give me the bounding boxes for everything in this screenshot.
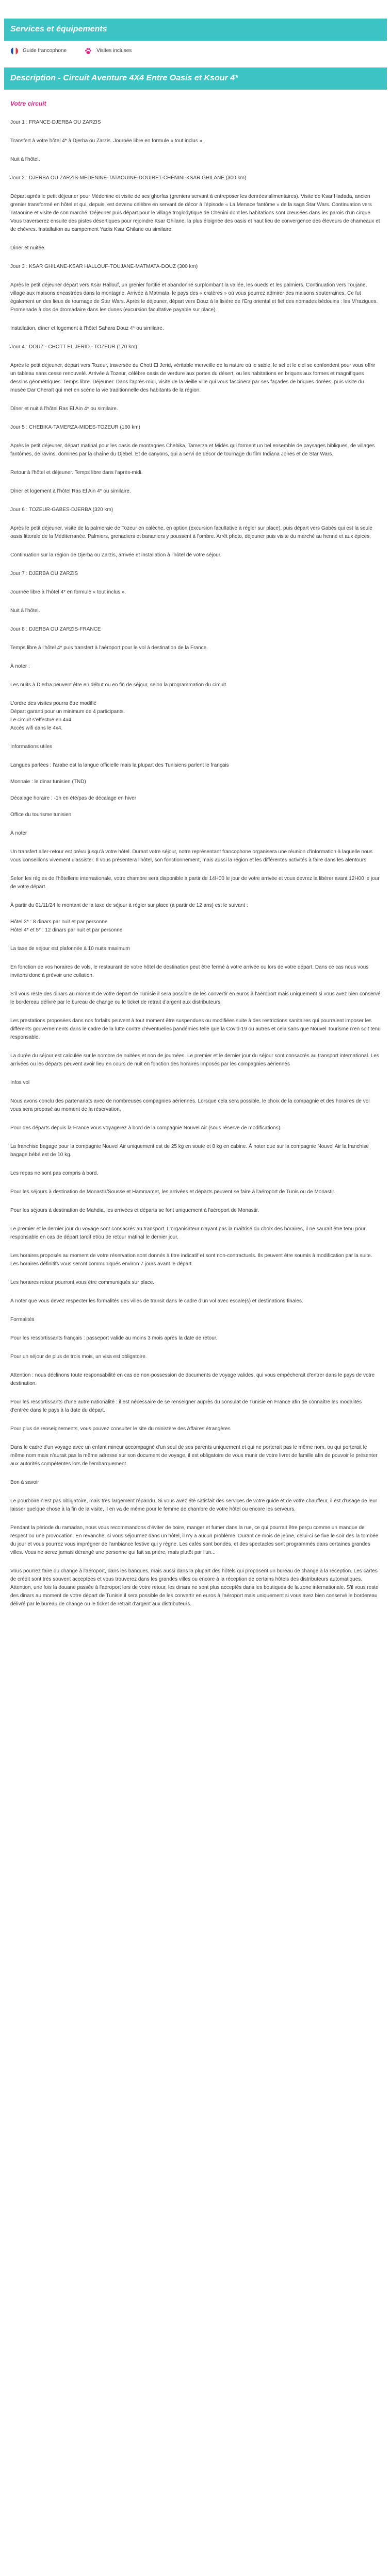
description-paragraph: Selon les règles de l'hôtellerie internationale, votre chambre sera disponible à partir de 14H00 le jour de votre arrivée et vous devrez la libérer avant 12H00 le jour de votre départ.	[10, 876, 380, 890]
description-paragraph: Jour 8 : DJERBA OU ZARZIS-FRANCE	[10, 626, 101, 633]
description-paragraph: Pour des départs depuis la France vous voyagerez à bord de la compagnie Nouvel Air (sous réserve de modifications).	[10, 1125, 282, 1131]
description-paragraph: Journée libre à l'hôtel 4* en formule « tout inclus ».	[10, 589, 126, 596]
paw-icon	[84, 47, 92, 55]
description-paragraph: En fonction de vos horaires de vols, le restaurant de votre hôtel de destination peut être fermé à votre arrivée ou lors de votre départ. Dans ce cas nous vous invitons donc à prévoir une collation.	[10, 964, 369, 979]
description-paragraph: Langues parlées : l'arabe est la langue officielle mais la plupart des Tunisiens parlent le français Monnaie : le dinar tunisien (TND) Décalage horaire : -1h en été/pas de décalage en hiver Office du tourisme tunisien	[10, 762, 229, 818]
description-paragraph: Après le petit déjeuner départ vers Ksar Hallouf, un grenier fortifié et abandonné surplombant la vallée, les oueds et les palmiers. Continuation vers Toujane, village aux maisons encastrées dans la montagne. Arrivée à Matmata, le pays des « cratères » où vous pourrez admirer des maisons souterraines. Ce fut également un des lieux de tournage de Star Wars. Après le déjeuner, départ vers Douz à la lisière de l'Erg oriental et fief des nomades bédouins : les M'razigues. Promenade à dos de dromadaire dans les dunes (excursion facultative payable sur place).	[10, 282, 378, 313]
description-paragraph: Pour un séjour de plus de trois mois, un visa est obligatoire.	[10, 1354, 147, 1360]
description-banner	[4, 67, 387, 90]
description-paragraph: Formalités	[10, 1317, 35, 1323]
description-paragraph: Pour les séjours à destination de Monastir/Sousse et Hammamet, les arrivées et départs peuvent se faire à l'aéroport de Tunis ou de Monastir.	[10, 1189, 336, 1195]
description-paragraph: Informations utiles	[10, 744, 53, 750]
description-paragraph: Nous avons conclu des partenariats avec de nombreuses compagnies aériennes. Lorsque cela sera possible, le choix de la compagnie et des horaires de vol vous sera proposé au moment de la réservation.	[10, 1098, 370, 1113]
description-paragraph: La taxe de séjour est plafonnée à 10 nuits maximum	[10, 946, 130, 952]
description-paragraph: Jour 7 : DJERBA OU ZARZIS	[10, 571, 78, 577]
service-label-guide: Guide francophone	[23, 48, 67, 54]
description-paragraph: Infos vol	[10, 1080, 30, 1086]
description-paragraph: Dîner et nuitée.	[10, 245, 46, 251]
description-paragraph: L'ordre des visites pourra être modifié Départ garanti pour un minimum de 4 participants. Le circuit s'effectue en 4x4. Accès wifi dans le 4x4.	[10, 701, 125, 732]
services-banner	[4, 19, 387, 41]
description-paragraph: Jour 1 : FRANCE-DJERBA OU ZARZIS	[10, 120, 101, 126]
description-paragraph: À noter :	[10, 664, 30, 670]
description-paragraph: Un transfert aller-retour est prévu jusqu'à votre hôtel. Durant votre séjour, notre représentant francophone organisera une réunion d'information à laquelle nous vous conseillons vivement d'assister. Il vous présentera l'hôtel, son fonctionnement, mais aussi la région et les différentes activités à faire dans les alentours.	[10, 849, 373, 863]
description-paragraph: Pour les ressortissants d'une autre nationalité : il est nécessaire de se renseigner auprès du consulat de Tunisie en France afin de connaître les modalités d'entrée dans le pays à la date du départ.	[10, 1399, 362, 1414]
description-paragraph: Les nuits à Djerba peuvent être en début ou en fin de séjour, selon la programmation du circuit.	[10, 682, 227, 688]
service-item-guide	[10, 47, 67, 55]
description-paragraph: Nuit à l'hôtel.	[10, 157, 40, 163]
description-paragraph: Jour 6 : TOZEUR-GABES-DJERBA (320 km)	[10, 507, 113, 513]
services-list	[0, 41, 391, 62]
description-paragraph: À noter que vous devez respecter les formalités des villes de transit dans le cadre d'un vol avec escale(s) et destinations finales.	[10, 1298, 303, 1304]
description-paragraph: Après le petit déjeuner, départ vers Tozeur, traversée du Chott El Jerid, véritable merveille de la nature où le sable, le sel et le ciel se confondent pour vous offrir un tableau sans cesse renouvelé. Arrivée à Tozeur, célèbre oasis de verdure aux portes du désert, ou les habitations en briques aux formes et magnifiques dessins géométriques. Temps libre. Déjeuner. Dans l'après-midi, visite de la vieille ville qui vous fascinera par ses façades de briques dorées, puis visite du musée Dar Cheraït qui met en scène la vie traditionnelle des habitants de la région.	[10, 363, 376, 394]
description-paragraph: Départ après le petit déjeuner pour Médenine et visite de ses ghorfas (greniers servant à entreposer les denrées alimentaires). Visite de Ksar Hadada, ancien grenier transformé en hôtel et qui, depuis, est devenu célèbre en servant de décor à l'épisode « La Menace fantôme » de la saga Star Wars. Continuation vers Tataouine et visite de son marché. Déjeuner puis départ pour le village troglodytique de Chenini dont les habitations sont creusées dans les parois d'un cirque. Vous traverserez ensuite des pistes désertiques pour rejoindre Ksar Ghilane, la plus éloignée des oasis et haut lieu de convergence des êleveurs de chameaux et de chèvres. Installation au campement Yadis Ksar Ghilane ou similaire.	[10, 194, 380, 233]
description-paragraph: La franchise bagage pour la compagnie Nouvel Air uniquement est de 25 kg en soute et 8 kg en cabine. À noter que sur la compagnie Nouvel Air la franchise bagage bébé est de 10 kg.	[10, 1144, 369, 1158]
description-paragraph: Installation, dîner et logement à l'hôtel Sahara Douz 4* ou similaire.	[10, 326, 164, 332]
description-paragraph: Pour les ressortissants français : passeport valide au moins 3 mois après la date de retour.	[10, 1335, 218, 1342]
flag-icon	[10, 47, 19, 55]
service-label-visits: Visites incluses	[96, 48, 132, 54]
description-paragraph: Dans le cadre d'un voyage avec un enfant mineur accompagné d'un seul de ses parents uniquement et qui ne porterait pas le même nom, ou qui porterait le même nom mais n'aurait pas la même adresse sur son document de voyage, il est obligatoire de vous munir de votre livret de famille afin de pouvoir le présenter aux autorités compétentes lors de l'embarquement.	[10, 1445, 378, 1467]
circuit-subtitle: Votre circuit	[10, 99, 46, 107]
description-paragraph: Temps libre à l'hôtel 4* puis transfert à l'aéroport pour le vol à destination de la France.	[10, 645, 208, 651]
services-title: Services et équipements	[10, 25, 107, 33]
description-paragraph: Retour à l'hôtel et déjeuner. Temps libre dans l'après-midi.	[10, 470, 143, 476]
description-paragraph: Attention : nous déclinons toute responsabilité en cas de non-possession de documents de voyage valides, qui vous empêcherait d'entrer dans le pays de votre destination.	[10, 1372, 375, 1387]
description-paragraph: À partir du 01/11/24 le montant de la taxe de séjour à régler sur place (à partir de 12 ans) est le suivant : Hôtel 3* : 8 dinars par nuit et par personne Hôtel 4* et 5* : 12 dinars par nuit et par personne	[10, 903, 248, 934]
description-title: Description - Circuit Aventure 4X4 Entre Oasis et Ksour 4*	[10, 73, 238, 82]
description-paragraph: Jour 2 : DJERBA OU ZARZIS-MEDENINE-TATAOUINE-DOUIRET-CHENINI-KSAR GHILANE (300 km)	[10, 175, 247, 181]
description-paragraph: Le premier et le dernier jour du voyage sont consacrés au transport. L'organisateur n'ayant pas la maîtrise du choix des horaires, il ne saurait être tenu pour responsable en cas de départ tardif et/ou de retour matinal le dernier jour.	[10, 1226, 366, 1241]
description-paragraph: Après le petit déjeuner, départ matinal pour les oasis de montagnes Chebika, Tamerza et Midès qui forment un bel ensemble de paysages bibliques, de villages fantômes, de ravins, dominés par la chaîne du Djebel. Et de canyons, qui a servi de décor de tournage du film Indiana Jones et de Star Wars.	[10, 443, 375, 457]
service-item-visits	[84, 47, 132, 55]
description-paragraph: Jour 3 : KSAR GHILANE-KSAR HALLOUF-TOUJANE-MATMATA-DOUZ (300 km)	[10, 264, 198, 270]
description-paragraph: Continuation sur la région de Djerba ou Zarzis, arrivée et installation à l'hôtel de votre séjour.	[10, 552, 222, 558]
description-paragraph: À noter	[10, 831, 27, 837]
description-paragraph: Les horaires proposés au moment de votre réservation sont donnés à titre indicatif et sont non-contractuels. Ils peuvent être soumis à modification par la suite. Les horaires définitifs vous seront communiqués environ 7 jours avant le départ.	[10, 1253, 372, 1267]
description-paragraph: Le pourboire n'est pas obligatoire, mais très largement répandu. Si vous avez été satisfait des services de votre guide et de votre chauffeur, il est d'usage de leur laisser quelque chose à la fin de la visite, il en va de même pour le femme de chambre de votre hôtel ou encore les serveurs.	[10, 1498, 378, 1513]
description-paragraph: Pour les séjours à destination de Mahdia, les arrivées et départs se font uniquement à l'aéroport de Monastir.	[10, 1208, 259, 1214]
description-paragraph: La durée du séjour est calculée sur le nombre de nuitées et non de journées. Le premier et le dernier jour du séjour sont consacrés au transport international. Les arrivées ou les départs peuvent avoir lieu en cours de nuit en fonction des horaires imposés par les compagnies aériennes	[10, 1053, 379, 1067]
description-paragraph: Les repas ne sont pas compris à bord.	[10, 1171, 99, 1177]
description-paragraph: Après le petit déjeuner, visite de la palmeraie de Tozeur en calèche, en option (excursion facultative à régler sur place), puis départ vers Gabès qui est la seule oasis littorale de la Méditerranée. Palmiers, grenadiers et bananiers y poussent à l'ombre. Arrêt photo, déjeuner puis visite du marché au henné et aux épices.	[10, 526, 372, 540]
description-paragraph: Les prestations proposées dans nos forfaits peuvent à tout moment être suspendues ou modifiées suite à des restrictions sanitaires qui pourraient imposer les différents gouvernements dans le cadre de la lutte contre d'éventuelles pandémies telle que la Covid-19 ou autres et cela sans que Nouvel Tourisme n'en soit tenu responsable.	[10, 1018, 381, 1041]
description-paragraph: Vous pourrez faire du change à l'aéroport, dans les banques, mais aussi dans la plupart des hôtels qui proposent un bureau de change à la réception. Les cartes de crédit sont très souvent acceptées et vous trouverez dans les grandes villes ou encore à la réception de certains hôtels des distributeurs automatiques. Attention, une fois la douane passée à l'aéroport lors de votre retour, les dinars ne sont plus acceptés dans les boutiques de la zone internationale. S'il vous reste des dinars au moment de votre départ de Tunisie il sera possible de les convertir en euros à l'aéroport mais uniquement si vous avez bien conservé le bordereau délivré par le bureau de change ou le ticket de retrait d'argent aux distributeurs.	[10, 1568, 379, 1607]
description-paragraph: Transfert à votre hôtel 4* à Djerba ou Zarzis. Journée libre en formule « tout inclus ».	[10, 138, 204, 144]
description-paragraph: Dîner et nuit à l'hôtel Ras El Ain 4* ou similaire.	[10, 406, 118, 412]
description-content	[0, 90, 391, 1630]
description-paragraph: Pour plus de renseignements, vous pouvez consulter le site du ministère des Affaires étrangères	[10, 1426, 231, 1432]
description-paragraph: Jour 4 : DOUZ - CHOTT EL JERID - TOZEUR (170 km)	[10, 344, 137, 350]
description-paragraph: Pendant la période du ramadan, nous vous recommandons d'éviter de boire, manger et fumer dans la rue, ce qui pourrait être perçu comme un manque de respect ou une provocation. En revanche, si vous séjournez dans un hôtel, il n'y a aucun problème. Durant ce mois de jeûne, celui-ci se fixe le soir dès la tombée du jour et vous pourrez vous imprégner de l'ambiance festive qui y règne. Les cafés sont bondés, et des spectacles sont programmés dans certaines grandes villes. Vous ne serez jamais dérangé une personne qui fait sa prière, mais plutôt par l'un...	[10, 1525, 379, 1556]
description-paragraph: Les horaires retour pourront vous être communiqués sur place.	[10, 1280, 155, 1286]
description-paragraph: Nuit à l'hôtel.	[10, 608, 40, 614]
paragraph-list	[10, 118, 381, 1608]
description-paragraph: S'il vous reste des dinars au moment de votre départ de Tunisie il sera possible de les convertir en euros à l'aéroport mais uniquement si vous avez bien conservé le bordereau délivré par le bureau de change ou le ticket de retrait d'argent aux distributeurs.	[10, 991, 381, 1006]
description-paragraph: Bon à savoir	[10, 1480, 39, 1486]
description-paragraph: Jour 5 : CHEBIKA-TAMERZA-MIDES-TOZEUR (160 km)	[10, 425, 140, 431]
description-paragraph: Dîner et logement à l'hôtel Ras El Ain 4* ou similaire.	[10, 488, 131, 495]
